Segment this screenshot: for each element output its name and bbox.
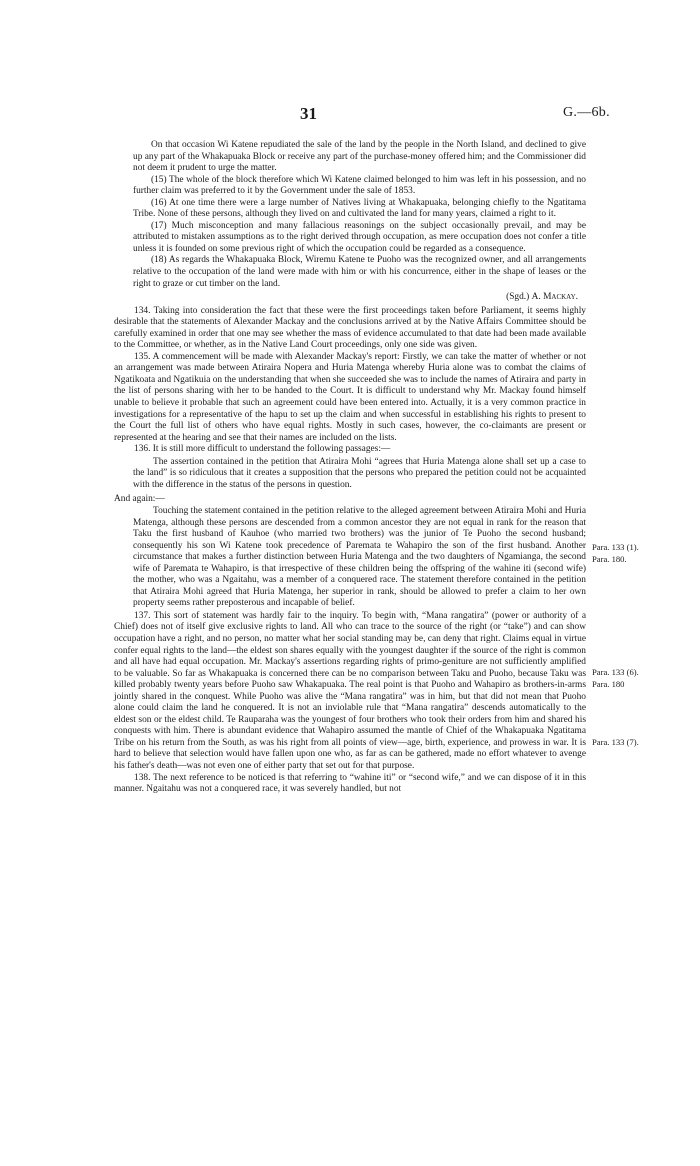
margin-note-para-180-b: Para. 180	[592, 679, 625, 689]
report-paragraph-14-end: On that occasion Wi Katene repudiated the sale of the land by the people in the North Island, and declined to give up any part of the Whakapuaka Block or receive any part of the purchase-money offered him; and the Commissioner did not deem it prudent to urge the matter.	[133, 140, 586, 174]
commentary	[114, 306, 586, 796]
report-paragraph-17: (17) Much misconception and many fallacious reasonings on the subject occasionally prevail, and may be attributed to mistaken assumptions as to the right derived through occupation, as mere occupation does not confer a title unless it is founded on some previous right of which the occupation could be regarded as a consequence.	[133, 220, 586, 254]
quoted-report	[114, 140, 586, 304]
margin-note-para-133-1: Para. 133 (1).	[592, 542, 639, 552]
and-again-label: And again:—	[114, 494, 165, 505]
document-reference: G.—6b.	[563, 105, 610, 120]
signature-name: A. Mackay.	[531, 292, 578, 303]
quote-petition-assertion: The assertion contained in the petition that Atiraira Mohi “agrees that Huria Matenga alone shall set up a case to the land” is so ridiculous that it creates a supposition that the persons who prepared the petition could not be acquainted with the difference in the status of the persons in question.	[133, 456, 586, 490]
report-paragraph-15: (15) The whole of the block therefore which Wi Katene claimed belonged to him was left in his possession, and no further claim was preferred to it by the Government under the sale of 1853.	[133, 174, 586, 197]
report-paragraph-18: (18) As regards the Whakapuaka Block, Wiremu Katene te Puoho was the recognized owner, and all arrangements relative to the occupation of the land were made with him or with his concurrence, either in the shape of leases or the right to graze or cut timber on the land.	[133, 255, 586, 289]
page-number: 31	[300, 104, 317, 123]
quote-agreement-statement: Touching the statement contained in the petition relative to the alleged agreement between Atiraira Mohi and Huria Matenga, although these persons are descended from a common ancestor they are not equal in rank for the reason that Taku the first husband of Kauhoe (who married two brothers) was the junior of Te Puoho the second husband; consequently his son Wi Katene took precedence of Paremata te Wahapiro the son of the first husband. Another circumstance that makes a further distinction between Huria Matenga and the two daughters of Ngamianga, the second wife of Paremata te Wahapiro, is that irrespective of these children being the offspring of the wahine iti (second wife) the mother, who was a Ngaitahu, was a member of a conquered race. The statement therefore contained in the petition that Atiraira Mohi agreed that Huria Matenga, her superior in rank, should be allowed to prefer a claim to her own property seems rather preposterous and incapable of belief.	[133, 505, 586, 609]
margin-note-para-133-7: Para. 133 (7).	[592, 737, 639, 747]
margin-note-para-133-6: Para. 133 (6).	[592, 667, 639, 677]
paragraph-136: 136. It is still more difficult to understand the following passages:—	[134, 444, 391, 455]
signature	[114, 292, 586, 304]
report-paragraph-16: (16) At one time there were a large number of Natives living at Whakapuaka, belonging chiefly to the Ngatitama Tribe. None of these persons, although they lived on and cultivated the land for many years, claimed a right to it.	[133, 197, 586, 220]
paragraph-137: 137. This sort of statement was hardly fair to the inquiry. To begin with, “Mana rangatira” (power or authority of a Chief) does not of itself give exclusive rights to land. All who can trace to the source of the right (or “take”) and can show occupation have a right, and no person, no matter what her social standing may be, can deny that right. Claims equal in virtue confer equal rights to the land—the eldest son shares equally with the youngest daughter if the source of the right is common and all have had equal occupation. Mr. Mackay's assertions regarding rights of primo-geniture are not sufficiently amplified to be valuable. So far as Whakapuaka is concerned there can be no comparison between Taku and Puoho, because Taku was killed probably twenty years before Puoho saw Whakapuaka. The real point is that Puoho and Wahapiro as brothers-in-arms jointly shared in the conquest. While Puoho was alive the “Mana rangatira” was in him, but that did not mean that Puoho alone could claim the land he conquered. It is not an inviolable rule that “Mana rangatira” descends automatically to the eldest son or the eldest child. Te Rauparaha was the youngest of four brothers who took their orders from him and shared his conquests with him. There is abundant evidence that Wahapiro assumed the mantle of Chief of the Whakapuaka Ngatitama Tribe on his return from the South, as was his right from all points of view—age, birth, experience, and prowess in war. It is hard to believe that selection would have fallen upon one who, as far as can be gathered, made no effort whatever to avenge his father's death—was not even one of either party that set out for that purpose.	[114, 610, 586, 771]
paragraph-138: 138. The next reference to be noticed is that referring to “wahine iti” or “second wife,” and we can dispose of it in this manner. Ngaitahu was not a conquered race, it was severely handled, but not	[114, 772, 586, 795]
signature-prefix: (Sgd.)	[506, 292, 530, 303]
page-body	[114, 140, 586, 796]
paragraph-134: 134. Taking into consideration the fact that these were the first proceedings taken before Parliament, it seems highly desirable that the statements of Alexander Mackay and the conclusions arrived at by the Native Affairs Committee should be carefully examined in order that one may see whether the mass of evidence accumulated to that date had been made available to the Committee, or whether, as in the Native Land Court proceedings, only one side was given.	[114, 305, 586, 351]
paragraph-135: 135. A commencement will be made with Alexander Mackay's report: Firstly, we can take the matter of whether or not an arrangement was made between Atiraira Nopera and Huria Matenga whereby Huria alone was to combat the claims of Ngatikoata and Ngatikuia on the understanding that when she succeeded she was to include the names of Atiraira and party in the list of persons sharing with her to be handed to the Court. It is difficult to understand why Mr. Mackay found himself unable to believe it probable that such an agreement could have been entered into. Actually, it is a very common practice in investigations for a representative of the hapu to set up the claim and when successful in establishing his rights to present to the Court the full list of others who have equal rights. Mostly in such cases, however, the co-claimants are present or represented at the hearing and see that their names are included on the lists.	[114, 351, 586, 443]
margin-note-para-180: Para. 180.	[592, 554, 627, 564]
